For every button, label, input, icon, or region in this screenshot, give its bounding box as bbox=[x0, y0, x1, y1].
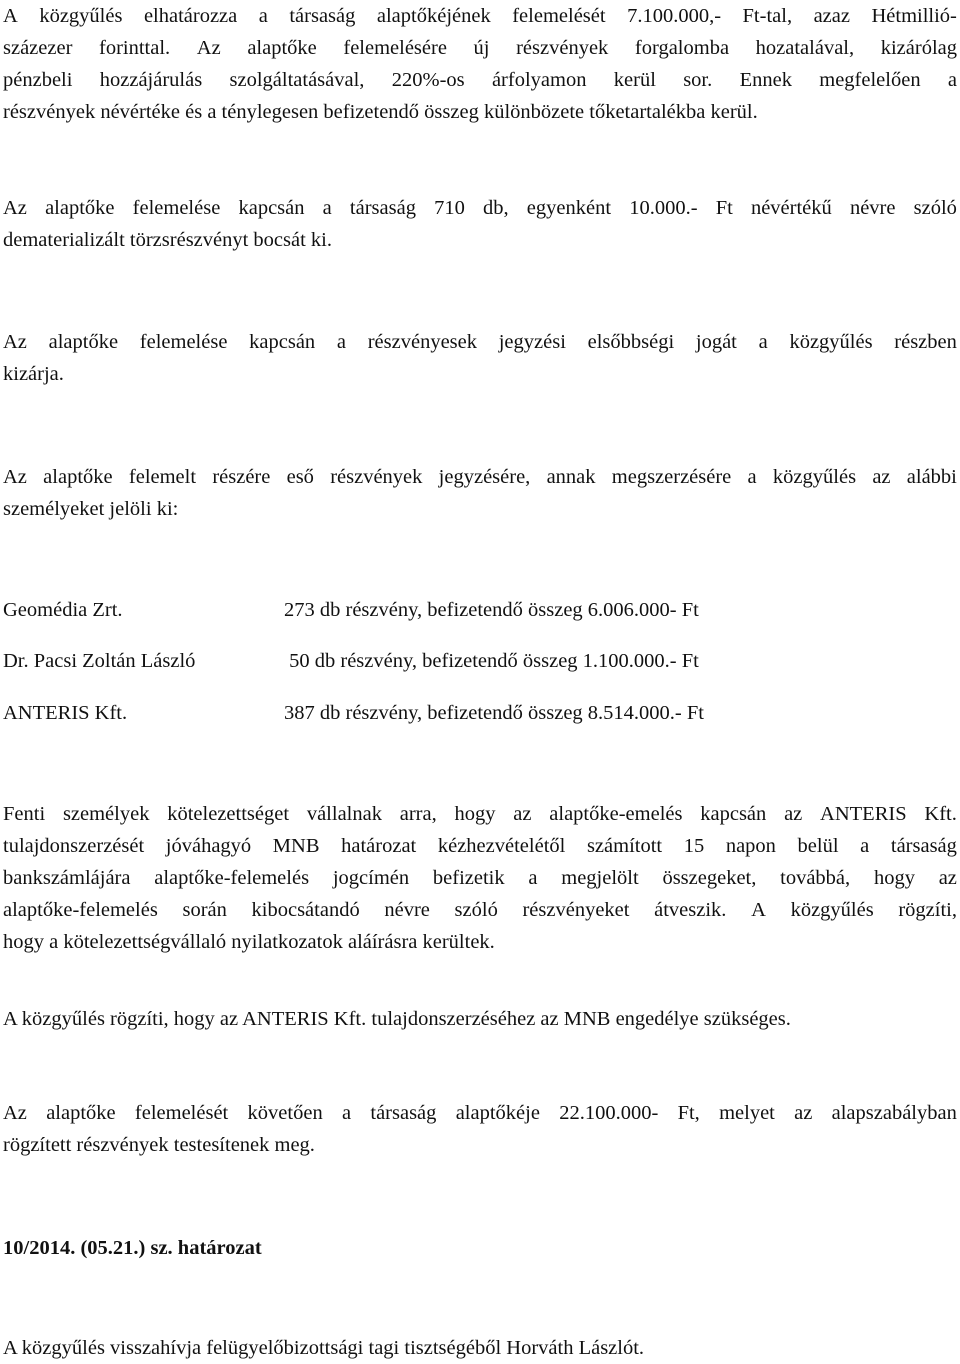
text-line: dematerializált törzsrészvényt bocsát ki. bbox=[3, 229, 333, 251]
text-line: kizárja. bbox=[3, 363, 64, 385]
paragraph-capital-increase bbox=[3, 0, 957, 128]
resolution-heading bbox=[3, 1232, 957, 1264]
text-line: A közgyűlés rögzíti, hogy az ANTERIS Kft. tulajdonszerzéséhez az MNB engedélye szükséges. bbox=[3, 1008, 791, 1030]
text-line: személyeket jelöli ki: bbox=[3, 498, 179, 520]
subscriber-row bbox=[3, 645, 957, 677]
paragraph-share-issue bbox=[3, 192, 957, 256]
paragraph-mnb-approval bbox=[3, 1003, 957, 1035]
paragraph-subscriber-designation bbox=[3, 461, 957, 525]
subscriber-name: Geomédia Zrt. bbox=[3, 599, 123, 621]
subscriber-detail: 387 db részvény, befizetendő összeg 8.514.000.- Ft bbox=[284, 702, 704, 724]
text-line: tulajdonszerzését jóváhagyó MNB határozat kézhezvételétől számított 15 napon belül a társaság bbox=[3, 835, 957, 857]
subscriber-name: ANTERIS Kft. bbox=[3, 702, 128, 724]
text-line: Az alaptőke felemelését követően a társaság alaptőkéje 22.100.000- Ft, melyet az alapszabályban bbox=[3, 1102, 957, 1124]
text-line: Fenti személyek kötelezettséget vállalnak arra, hogy az alaptőke-emelés kapcsán az ANTERIS Kft. bbox=[3, 803, 957, 825]
text-line: alaptőke-felemelés során kibocsátandó névre szóló részvényeket átveszik. A közgyűlés rögzíti, bbox=[3, 899, 957, 921]
text-line: pénzbeli hozzájárulás szolgáltatásával, 220%-os árfolyamon kerül sor. Ennek megfelelően a bbox=[3, 69, 957, 91]
subscriber-row bbox=[3, 594, 957, 626]
text-line: Az alaptőke felemelése kapcsán a részvényesek jegyzési elsőbbségi jogát a közgyűlés részben bbox=[3, 331, 957, 353]
subscriber-detail: 50 db részvény, befizetendő összeg 1.100.000.- Ft bbox=[284, 650, 699, 672]
paragraph-supervisory-board-recall bbox=[3, 1332, 957, 1364]
text-line: részvények névértéke és a ténylegesen befizetendő összeg különbözete tőketartalékba kerül. bbox=[3, 101, 758, 123]
subscriber-name: Dr. Pacsi Zoltán László bbox=[3, 650, 196, 672]
paragraph-preemption-exclusion bbox=[3, 326, 957, 390]
text-line: A közgyűlés visszahívja felügyelőbizottsági tagi tisztségéből Horváth Lászlót. bbox=[3, 1337, 645, 1359]
subscriber-row bbox=[3, 697, 957, 729]
text-line: A közgyűlés elhatározza a társaság alaptőkéjének felemelését 7.100.000,- Ft-tal, azaz Hétmillió- bbox=[3, 5, 957, 27]
paragraph-new-share-capital bbox=[3, 1097, 957, 1161]
text-line: rögzített részvények testesítenek meg. bbox=[3, 1134, 315, 1156]
subscriber-detail: 273 db részvény, befizetendő összeg 6.006.000- Ft bbox=[284, 599, 699, 621]
text-line: Az alaptőke felemelt részére eső részvények jegyzésére, annak megszerzésére a közgyűlés az alábbi bbox=[3, 466, 957, 488]
text-line: Az alaptőke felemelése kapcsán a társaság 710 db, egyenként 10.000.- Ft névértékű névre szóló bbox=[3, 197, 957, 219]
paragraph-subscriber-obligations bbox=[3, 798, 957, 958]
text-line: bankszámlájára alaptőke-felemelés jogcímén befizetik a megjelölt összegeket, továbbá, hogy az bbox=[3, 867, 957, 889]
text-line: százezer forinttal. Az alaptőke felemelésére új részvények forgalomba hozatalával, kizárólag bbox=[3, 37, 957, 59]
resolution-heading-text: 10/2014. (05.21.) sz. határozat bbox=[3, 1237, 262, 1259]
text-line: hogy a kötelezettségvállaló nyilatkozatok aláírásra kerültek. bbox=[3, 931, 495, 953]
